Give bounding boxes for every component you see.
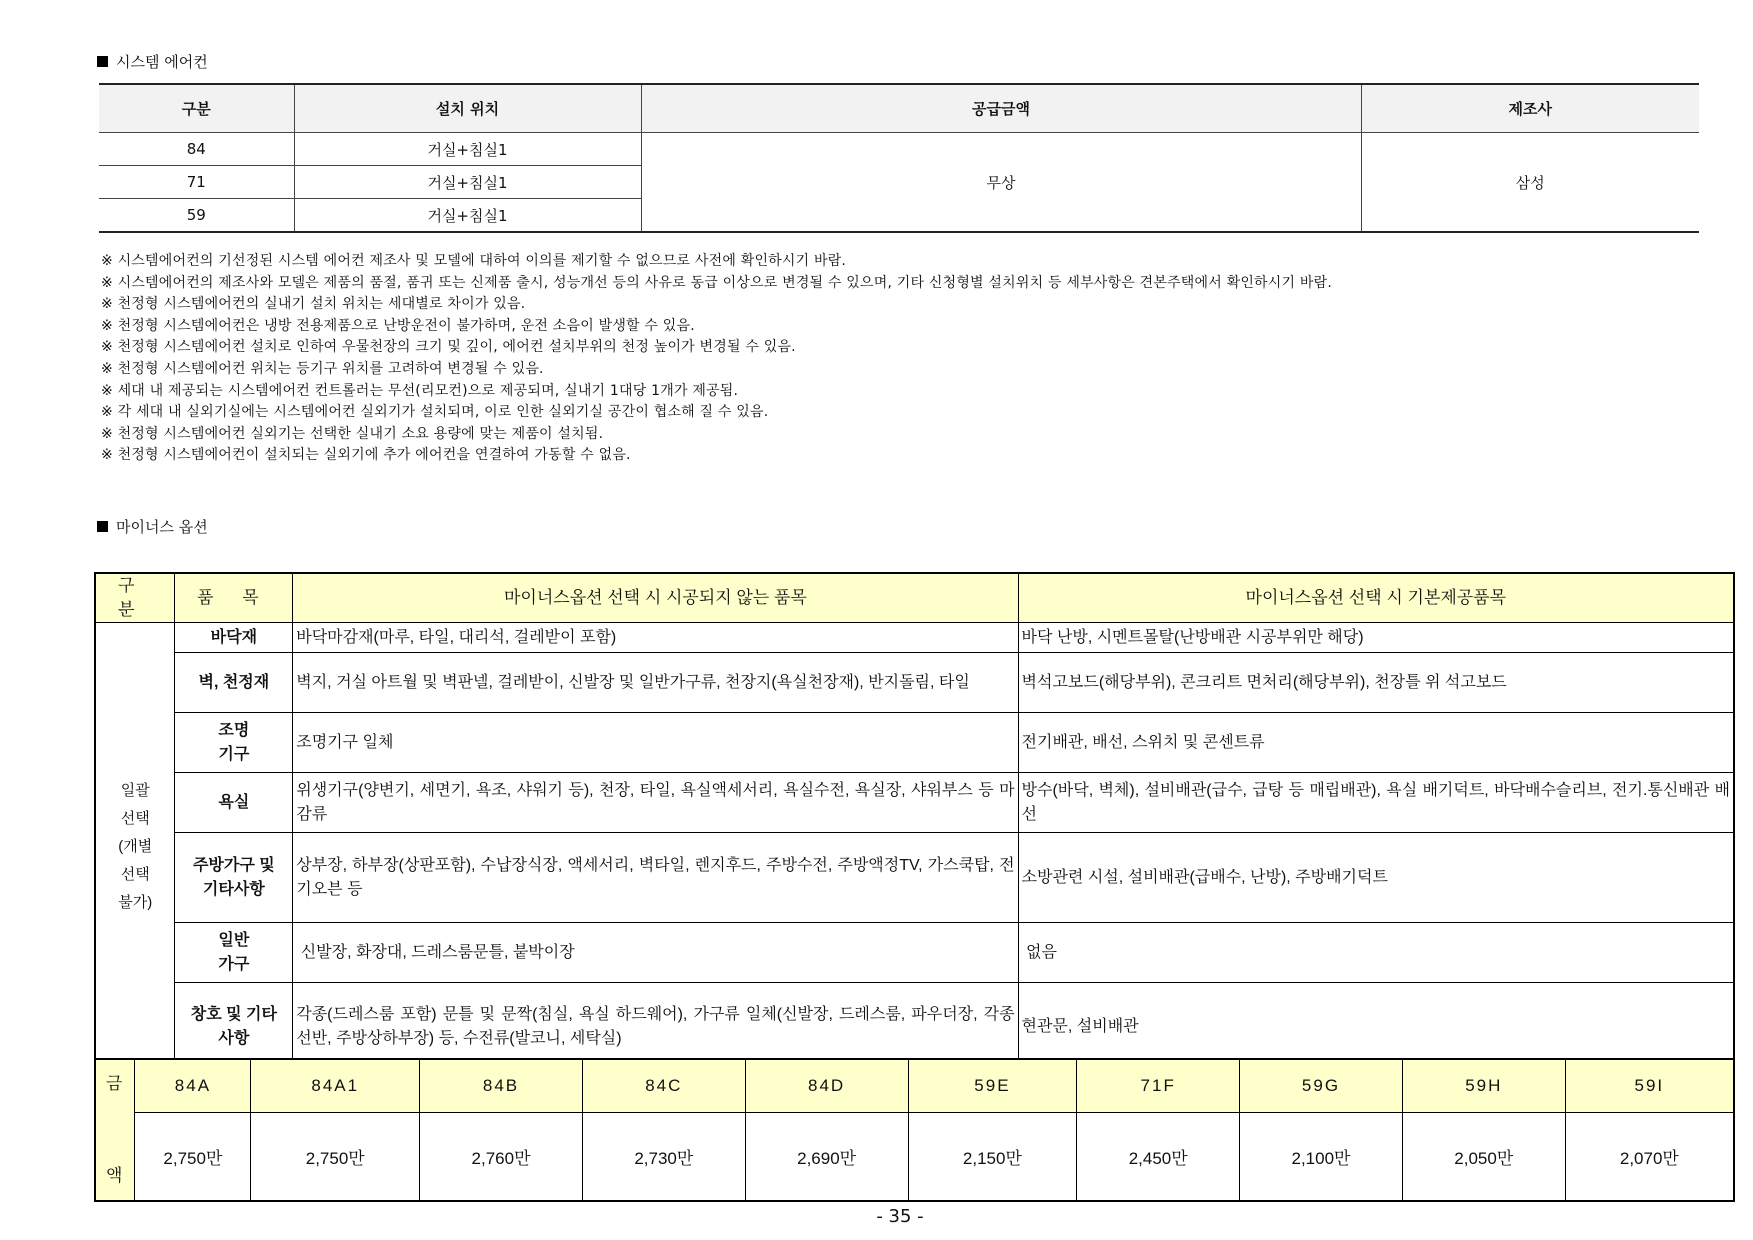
section-title-text: 마이너스 옵션	[116, 518, 208, 536]
header-supply-amount: 공급금액	[641, 84, 1361, 133]
price-amount-cell: 2,070만	[1565, 1113, 1734, 1201]
note-line: ※ 각 세대 내 실외기실에는 시스템에어컨 실외기가 설치되며, 이로 인한 실외기실 공간이 협소해 질 수 있음.	[101, 404, 769, 421]
header-manufacturer: 제조사	[1361, 84, 1699, 133]
table-row	[95, 773, 1734, 833]
unit-type-cell: 71F	[1077, 1059, 1240, 1113]
note-line: ※ 천정형 시스템에어컨의 실내기 설치 위치는 세대별로 차이가 있음.	[101, 296, 526, 313]
header-not-built: 마이너스옵션 선택 시 시공되지 않는 품목	[293, 573, 1018, 623]
type-cell: 71	[99, 166, 294, 199]
group-label-cell	[95, 623, 175, 1073]
category-cell: 욕실	[175, 773, 293, 833]
group-label: 일괄 선택 (개별 선택 불가)	[118, 782, 153, 912]
header-item: 품 목	[175, 573, 293, 623]
table-row	[95, 713, 1734, 773]
price-amount-row	[95, 1113, 1734, 1201]
not-built-cell: 상부장, 하부장(상판포함), 수납장식장, 액세서리, 벽타일, 렌지후드, 주방수전, 주방액정TV, 가스쿡탑, 전기오븐 등	[293, 833, 1018, 923]
type-cell: 59	[99, 199, 294, 233]
aircon-notes	[101, 251, 1332, 467]
manufacturer-cell: 삼성	[1361, 133, 1699, 233]
table-row	[95, 833, 1734, 923]
unit-type-cell: 59G	[1240, 1059, 1403, 1113]
location-cell: 거실+침실1	[294, 166, 641, 199]
category-cell: 바닥재	[175, 623, 293, 653]
note-line: ※ 시스템에어컨의 제조사와 모델은 제품의 품절, 품귀 또는 신제품 출시, 성능개선 등의 사유로 동급 이상으로 변경될 수 있으며, 기타 신청형별 설치위치 등 세부사항은 견본주택에서 확인하시기 바람.	[101, 274, 1332, 291]
header-type: 구분	[99, 84, 294, 133]
provided-cell: 방수(바닥, 벽체), 설비배관(급수, 급탕 등 매립배관), 욕실 배기덕트, 바닥배수슬리브, 전기.통신배관 배선	[1018, 773, 1734, 833]
supply-amount-cell: 무상	[641, 133, 1361, 233]
note-line: ※ 천정형 시스템에어컨 설치로 인하여 우물천장의 크기 및 깊이, 에어컨 설치부위의 천정 높이가 변경될 수 있음.	[101, 339, 796, 356]
price-type-row	[95, 1059, 1734, 1113]
table-row	[95, 923, 1734, 983]
square-bullet-icon	[97, 521, 108, 532]
section-title-system-aircon	[97, 51, 208, 72]
note-line: ※ 천정형 시스템에어컨이 설치되는 실외기에 추가 에어컨을 연결하여 가동할 수 없음.	[101, 447, 631, 464]
price-amount-cell: 2,050만	[1402, 1113, 1565, 1201]
price-amount-cell: 2,730만	[582, 1113, 745, 1201]
not-built-cell: 조명기구 일체	[293, 713, 1018, 773]
note-line: ※ 천정형 시스템에어컨 실외기는 선택한 실내기 소요 용량에 맞는 제품이 설치됨.	[101, 425, 604, 442]
minus-option-price-table	[94, 1058, 1735, 1202]
header-provided: 마이너스옵션 선택 시 기본제공품목	[1018, 573, 1734, 623]
section-title-minus-option	[97, 516, 208, 537]
note-line: ※ 천정형 시스템에어컨은 냉방 전용제품으로 난방운전이 불가하며, 운전 소음이 발생할 수 있음.	[101, 317, 695, 334]
table-row	[99, 133, 1699, 166]
not-built-cell: 벽지, 거실 아트월 및 벽판넬, 걸레받이, 신발장 및 일반가구류, 천장지(욕실천장재), 반지돌림, 타일	[293, 653, 1018, 713]
provided-cell: 현관문, 설비배관	[1018, 983, 1734, 1073]
unit-type-cell: 84D	[745, 1059, 908, 1113]
provided-cell: 전기배관, 배선, 스위치 및 콘센트류	[1018, 713, 1734, 773]
table-row	[95, 623, 1734, 653]
table-row	[95, 653, 1734, 713]
price-amount-cell: 2,690만	[745, 1113, 908, 1201]
price-amount-cell: 2,750만	[135, 1113, 251, 1201]
location-cell: 거실+침실1	[294, 199, 641, 233]
unit-type-cell: 59I	[1565, 1059, 1734, 1113]
unit-type-cell: 84A1	[251, 1059, 420, 1113]
not-built-cell: 각종(드레스룸 포함) 문틀 및 문짝(침실, 욕실 하드웨어), 가구류 일체(신발장, 드레스룸, 파우더장, 각종 선반, 주방상하부장) 등, 수전류(발코니, 세탁실)	[293, 983, 1018, 1073]
header-location: 설치 위치	[294, 84, 641, 133]
price-amount-cell: 2,750만	[251, 1113, 420, 1201]
price-label-cell	[95, 1059, 135, 1201]
unit-type-cell: 84A	[135, 1059, 251, 1113]
category-cell: 조명 기구	[175, 713, 293, 773]
not-built-cell: 바닥마감재(마루, 타일, 대리석, 걸레받이 포함)	[293, 623, 1018, 653]
note-line: ※ 세대 내 제공되는 시스템에어컨 컨트롤러는 무선(리모컨)으로 제공되며, 실내기 1대당 1개가 제공됨.	[101, 382, 739, 399]
location-cell: 거실+침실1	[294, 133, 641, 166]
square-bullet-icon	[97, 56, 108, 67]
note-line: ※ 시스템에어컨의 기선정된 시스템 에어컨 제조사 및 모델에 대하여 이의를 제기할 수 없으므로 사전에 확인하시기 바람.	[101, 253, 847, 269]
category-cell: 벽, 천정재	[175, 653, 293, 713]
price-amount-cell: 2,760만	[420, 1113, 583, 1201]
unit-type-cell: 84C	[582, 1059, 745, 1113]
page-number: - 35 -	[876, 1206, 924, 1227]
category-cell: 주방가구 및 기타사항	[175, 833, 293, 923]
provided-cell: 소방관련 시설, 설비배관(급배수, 난방), 주방배기덕트	[1018, 833, 1734, 923]
unit-type-cell: 59E	[908, 1059, 1077, 1113]
not-built-cell: 신발장, 화장대, 드레스룸문틀, 붙박이장	[293, 923, 1018, 983]
price-amount-cell: 2,150만	[908, 1113, 1077, 1201]
not-built-cell: 위생기구(양변기, 세면기, 욕조, 샤워기 등), 천장, 타일, 욕실액세서리, 욕실수전, 욕실장, 샤워부스 등 마감류	[293, 773, 1018, 833]
price-label: 금 액	[106, 1074, 125, 1185]
price-amount-cell: 2,100만	[1240, 1113, 1403, 1201]
header-division: 구 분	[95, 573, 175, 623]
system-aircon-table	[99, 83, 1699, 233]
category-cell: 창호 및 기타 사항	[175, 983, 293, 1073]
table-header-row	[95, 573, 1734, 623]
category-cell: 일반 가구	[175, 923, 293, 983]
note-line: ※ 천정형 시스템에어컨 위치는 등기구 위치를 고려하여 변경될 수 있음.	[101, 360, 544, 377]
section-title-text: 시스템 에어컨	[116, 53, 208, 71]
table-header-row	[99, 84, 1699, 133]
unit-type-cell: 84B	[420, 1059, 583, 1113]
unit-type-cell: 59H	[1402, 1059, 1565, 1113]
provided-cell: 없음	[1018, 923, 1734, 983]
price-amount-cell: 2,450만	[1077, 1113, 1240, 1201]
type-cell: 84	[99, 133, 294, 166]
provided-cell: 바닥 난방, 시멘트몰탈(난방배관 시공부위만 해당)	[1018, 623, 1734, 653]
provided-cell: 벽석고보드(해당부위), 콘크리트 면처리(해당부위), 천장틀 위 석고보드	[1018, 653, 1734, 713]
minus-option-table	[94, 572, 1735, 1074]
